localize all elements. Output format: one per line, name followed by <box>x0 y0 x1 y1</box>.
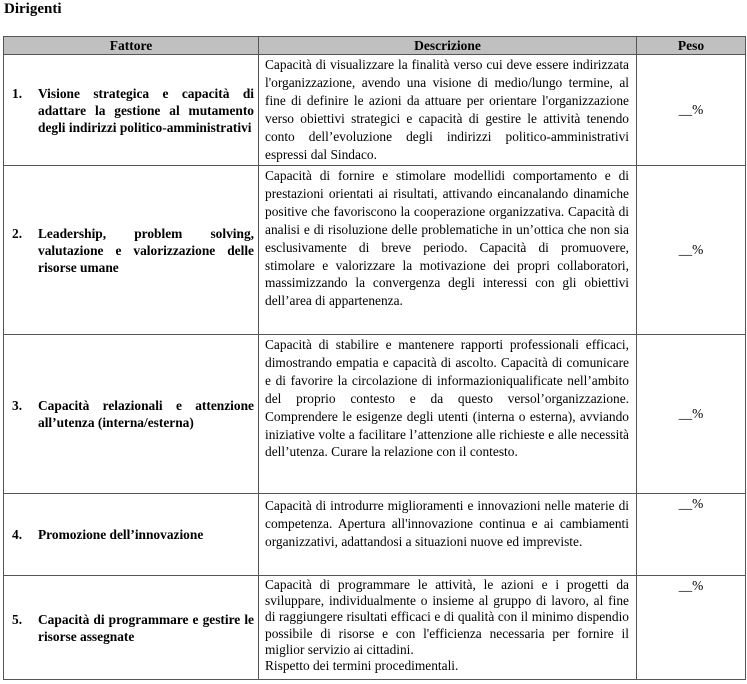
description-cell <box>259 576 637 680</box>
weight-value: __% <box>678 578 704 593</box>
factor-label: Leadership, problem solving, valutazione e valorizzazione delle risorse umane <box>38 225 254 275</box>
factor-cell <box>4 55 259 166</box>
factor-cell <box>4 166 259 335</box>
description-cell <box>259 494 637 576</box>
evaluation-table <box>3 36 746 680</box>
factor-cell <box>4 494 259 576</box>
factor-number: 5. <box>12 611 23 627</box>
factor-label: Capacità di programmare e gestire le risorse assegnate <box>38 611 254 644</box>
page-title: Dirigenti <box>4 1 62 17</box>
weight-cell <box>637 55 746 166</box>
description-text: Capacità di programmare le attività, le azioni e i progetti da sviluppare, individualmente o insieme al gruppo di lavoro, al fine di raggiungere risultati efficaci e di qualità con il minimo dispendio possibile di risorse e con l'efficienza necessaria per fornire il miglior servizio ai cittadini. <box>265 577 629 657</box>
table-row <box>4 335 746 494</box>
header-description: Descrizione <box>259 37 637 55</box>
weight-value: __% <box>678 242 704 257</box>
description-cell: Capacità di fornire e stimolare modellidi comportamento e di prestazioni orientati ai risultati, attivando eincanalando dinamiche positive che favoriscono la cooperazione organizzativa. Capacità di analisi e di risoluzione delle problematiche in un’ottica che non sia esclusivamente di breve periodo. Capacità di promuovere, stimolare e valorizzare la motivazione dei propri collaboratori, massimizzando la convergenza degli interessi con gli obiettivi dell’area di appartenenza. <box>259 166 637 335</box>
description-text: Capacità di introdurre miglioramenti e innovazioni nelle materie di competenza. Apertura all'innovazione continua e ai cambiamenti organizzativi, adattandosi a situazioni nuove ed impreviste. <box>265 498 629 549</box>
table-row <box>4 494 746 576</box>
header-weight: Peso <box>637 37 746 55</box>
table-row <box>4 55 746 166</box>
factor-cell <box>4 576 259 680</box>
weight-value: __% <box>678 406 704 421</box>
description-cell: Capacità di visualizzare la finalità verso cui deve essere indirizzata l'organizzazione, avendo una visione di medio/lungo termine, al fine di definire le azioni da attuare per orientare l'organizzazione verso obiettivi strategici e capacità di gestire le attività tenendo conto dell’evoluzione degli indirizzi politico-amministrativi espressi dal Sindaco. <box>259 55 637 166</box>
weight-value: __% <box>678 496 704 511</box>
weight-cell <box>637 494 746 576</box>
description-cell: Capacità di stabilire e mantenere rapporti professionali efficaci, dimostrando empatia e capacità di ascolto. Capacità di comunicare e di favorire la circolazione di informazioniqualificate nell’ambito del proprio contesto e da questo versol’organizzazione. Comprendere le esigenze degli utenti (interna o esterna), avviando iniziative volte a facilitare l’attenzione alle richieste e alle necessità dell’utenza. Curare la relazione con il contesto. <box>259 335 637 494</box>
table-row <box>4 576 746 680</box>
table-row <box>4 166 746 335</box>
weight-cell <box>637 576 746 680</box>
factor-label: Promozione dell’innovazione <box>38 527 204 542</box>
factor-number: 1. <box>12 85 23 101</box>
weight-cell <box>637 166 746 335</box>
factor-label: Visione strategica e capacità di adattare la gestione al mutamento degli indirizzi politico-amministrativi <box>38 85 254 135</box>
weight-cell <box>637 335 746 494</box>
factor-number: 2. <box>12 225 23 241</box>
header-factor: Fattore <box>4 37 259 55</box>
factor-cell <box>4 335 259 494</box>
weight-value: __% <box>678 102 704 117</box>
factor-number: 3. <box>12 398 23 413</box>
description-extra-text: Rispetto dei termini procedimentali. <box>265 658 459 674</box>
factor-number: 4. <box>12 527 23 542</box>
table-header-row <box>4 37 746 55</box>
factor-label: Capacità relazionali e attenzione all’utenza (interna/esterna) <box>38 398 254 430</box>
